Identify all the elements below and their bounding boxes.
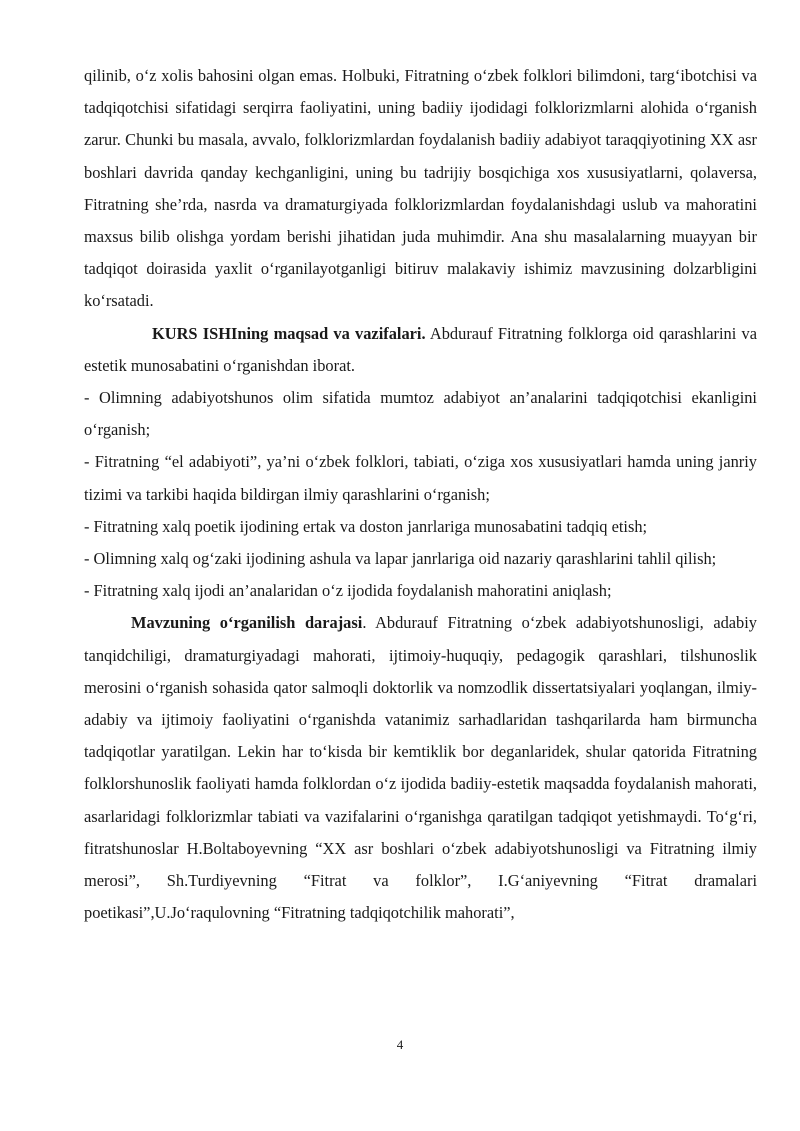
study-level-heading: Mavzuning o‘rganilish darajasi [131,613,363,633]
paragraph-intro: qilinib, o‘z xolis bahosini olgan emas. Holbuki, Fitratning o‘zbek folklori bilimdoni, targ‘ibotchisi va tadqiqotchisi sifatidagi serqirra faoliyatini, uning badiiy ijodidagi folklorizmlarni alohida o‘rganish zarur. Chunki bu masala, avvalo, folklorizmlardan foydalanish badiiy adabiyot taraqqiyotining XX asr boshlari davrida qanday kechganligini, uning bu tadrijiy bosqichiga xos xususiyatlarni, qolaversa, Fitratning she’rda, nasrda va dramaturgiyada folklorizmlardan foydalanishdagi uslub va mahoratini maxsus bilib olishga yordam berishi jihatidan juda muhimdir. Ana shu masalalarning muayyan bir tadqiqot doirasida yaxlit o‘rganilayotganligi bitiruv malakaviy ishimiz mavzusining dolzarbligini ko‘rsatadi. [84,66,757,311]
study-level-text: . Abdurauf Fitratning o‘zbek adabiyotshunosligi, adabiy tanqidchiligi, dramaturgiyadagi mahorati, ijtimoiy-huquqiy, pedagogik qarashlari, tilshunoslik merosini o‘rganish sohasida qator salmoqli doktorlik va nomzodlik dissertatsiyalari yoqlangan, ilmiy-adabiy va ijtimoiy faoliyatini o‘rganishda vatanimiz sarhadlaridan tashqarilarda ham birmuncha tadqiqotlar yaratilgan. Lekin har to‘kisda bir kemtiklik bor deganlaridek, shular qatorida Fitratning folklorshunoslik faoliyati hamda folklordan o‘z ijodida badiiy-estetik maqsadda foydalanish mahorati, asarlaridagi folklorizmlar tabiati va vazifalarini o‘rganishga qaratilgan tadqiqot yetishmaydi. To‘g‘ri, fitratshunoslar H.Boltaboyevning “XX asr boshlari o‘zbek adabiyotshunosligi va Fitratning ilmiy merosi”, Sh.Turdiyevning “Fitrat va folklor”, I.G‘aniyevning “Fitrat dramalari poetikasi”,U.Jo‘raqulovning “Fitratning tadqiqotchilik mahorati”, [84,613,758,923]
paragraph-study-level [84,607,757,929]
goals-heading: KURS ISHIning maqsad va vazifalari. [152,323,426,343]
goals-text: Abdurauf Fitratning folklorga oid qarashlarini va estetik munosabatini o‘rganishdan iborat. [84,323,757,375]
list-item: - Olimning adabiyotshunos olim sifatida mumtoz adabiyot an’analarini tadqiqotchisi ekanligini o‘rganish; [84,388,757,440]
document-page [84,60,757,929]
paragraph-goals [84,318,757,382]
list-item: - Olimning xalq og‘zaki ijodining ashula va lapar janrlariga oid nazariy qarashlarini tahlil qilish; [84,549,717,569]
list-item: - Fitratning xalq poetik ijodining ertak va doston janrlariga munosabatini tadqiq etish; [84,516,648,536]
list-item: - Fitratning “el adabiyoti”, ya’ni o‘zbek folklori, tabiati, o‘ziga xos xususiyatlari hamda uning janriy tizimi va tarkibi haqida bildirgan ilmiy qarashlarini o‘rganish; [84,452,757,504]
page-number: 4 [396,1037,404,1052]
list-item: - Fitratning xalq ijodi an’analaridan o‘z ijodida foydalanish mahoratini aniqlash; [84,581,612,601]
